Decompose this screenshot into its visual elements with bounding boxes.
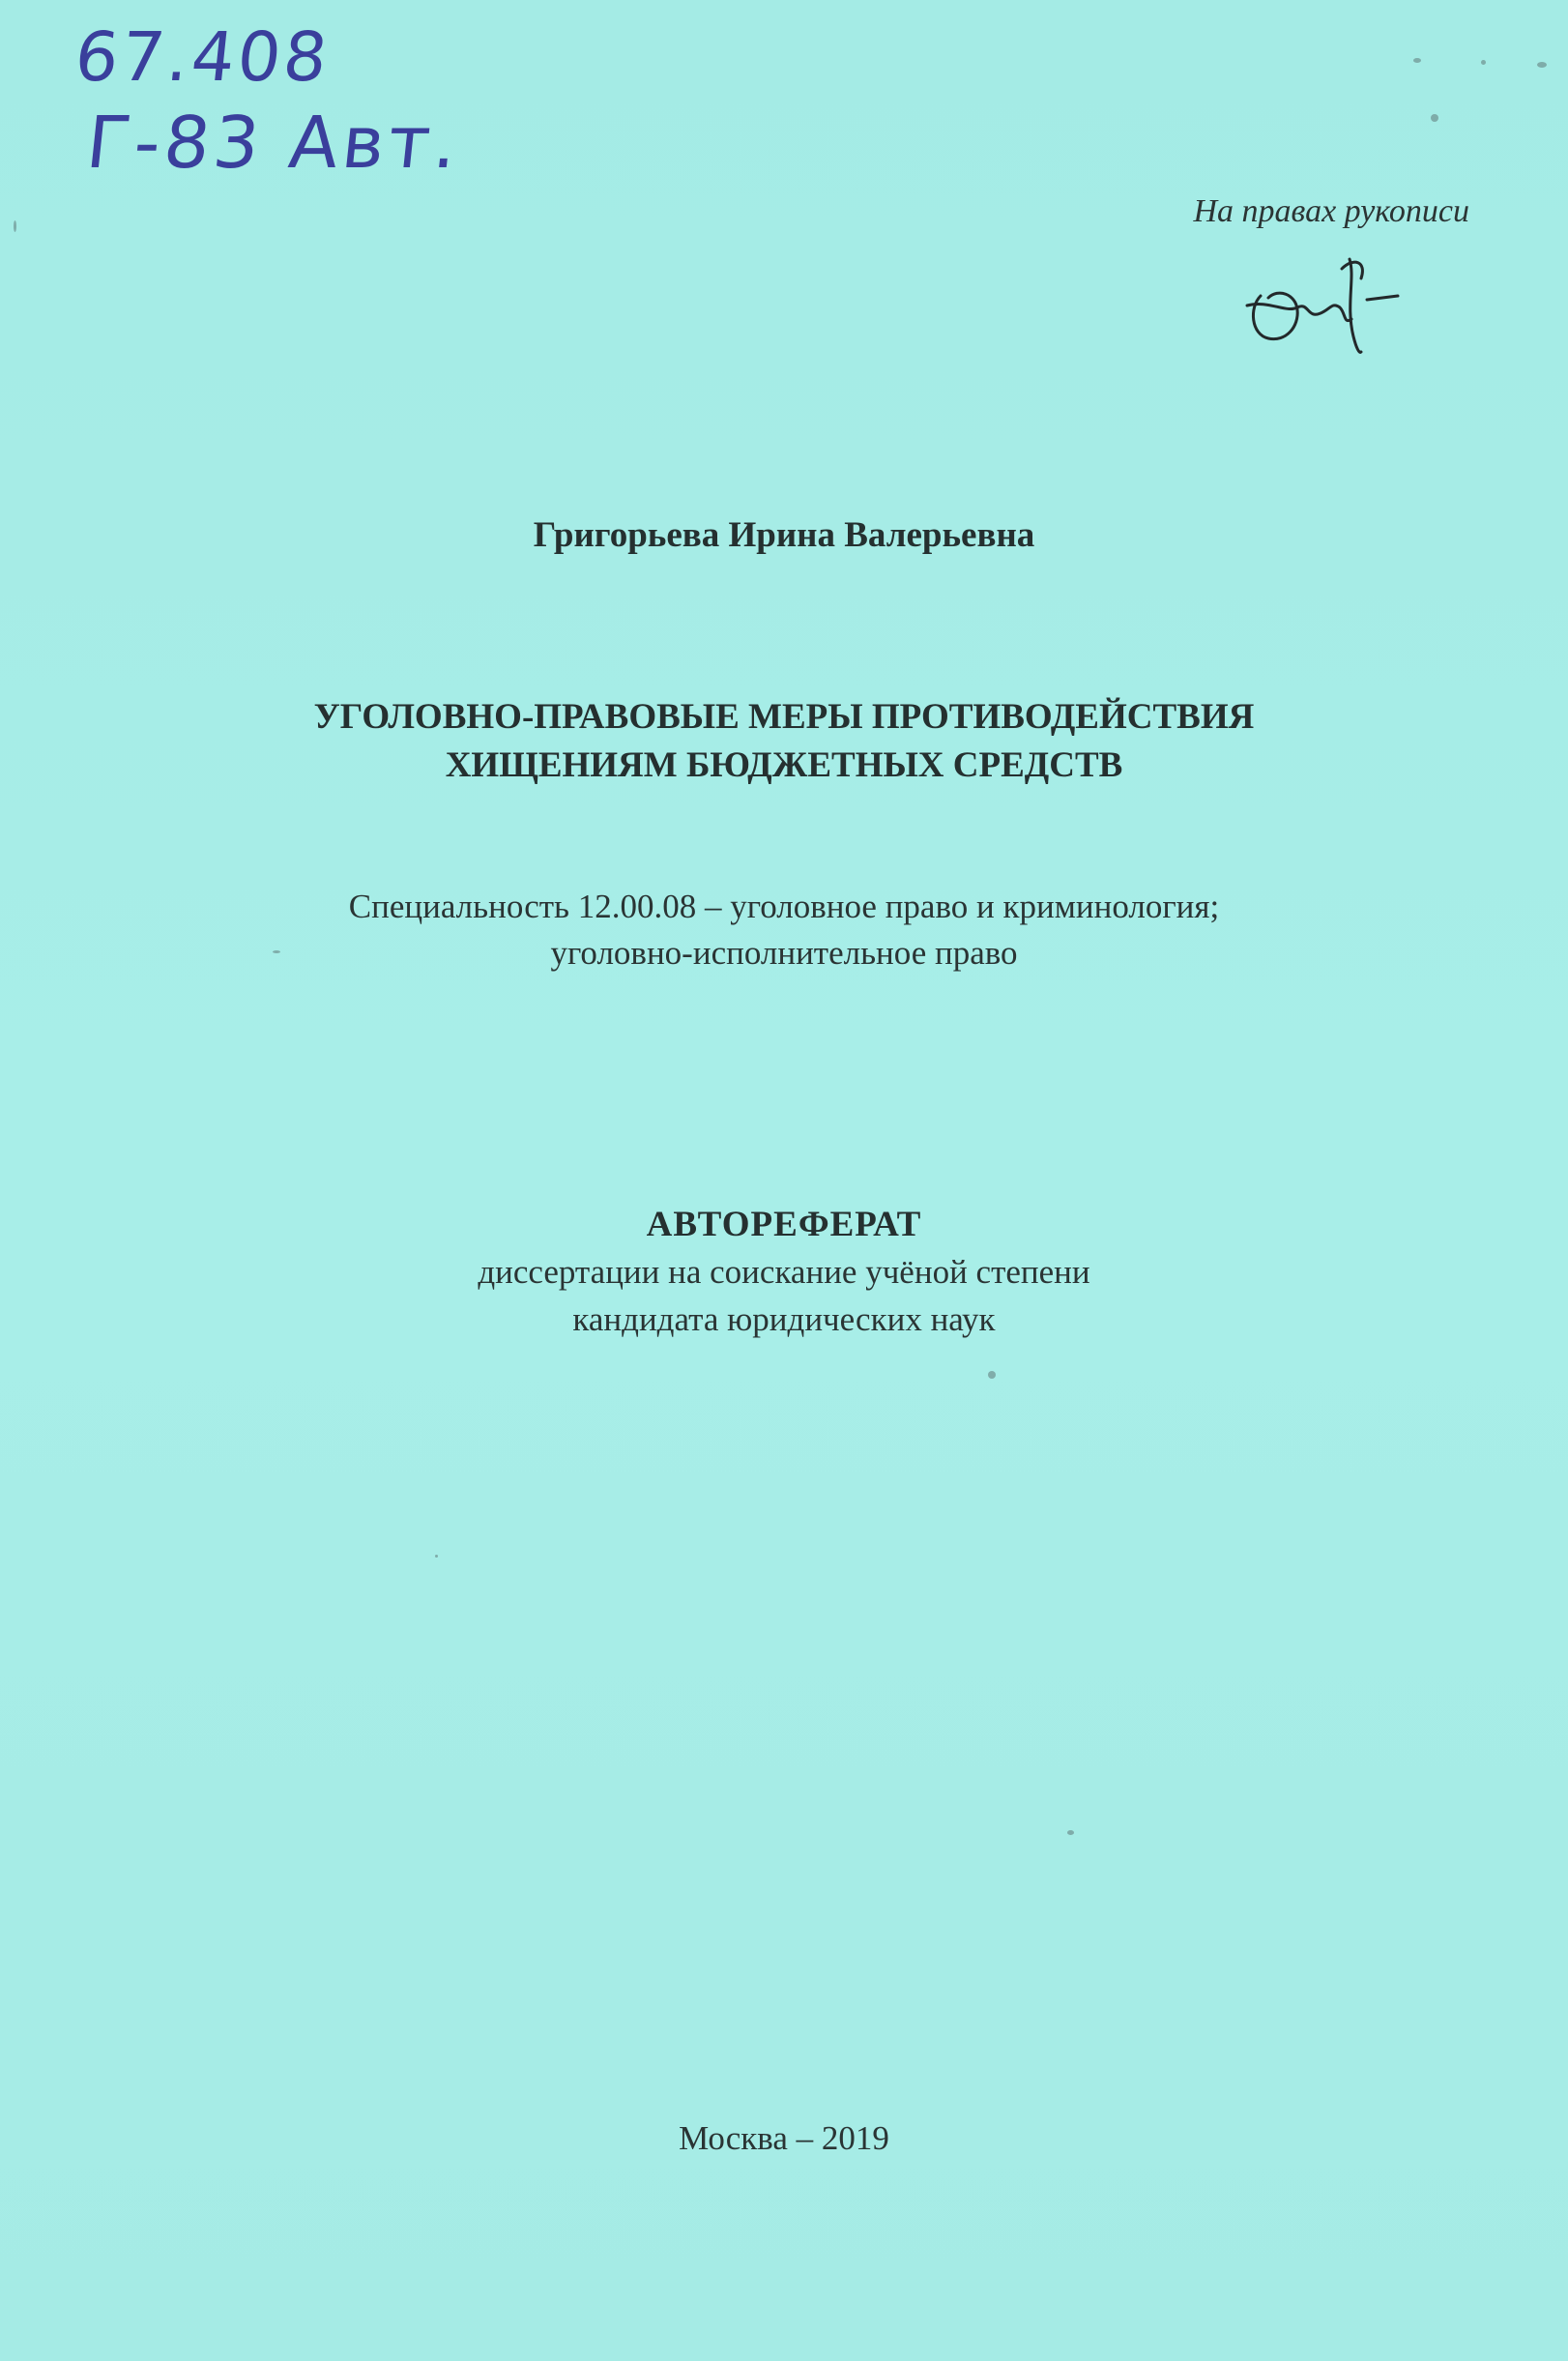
scan-speck xyxy=(1413,58,1421,63)
signature-icon xyxy=(1239,249,1404,356)
document-type-heading: АВТОРЕФЕРАТ xyxy=(646,1205,922,1244)
scan-speck xyxy=(14,220,16,232)
scan-speck xyxy=(1431,114,1438,122)
rights-note: На правах рукописи xyxy=(1193,193,1469,229)
scan-speck xyxy=(1067,1830,1074,1835)
degree-line-1: диссертации на соискание учёной степени xyxy=(478,1253,1090,1291)
scan-speck xyxy=(435,1555,438,1558)
dissertation-title-line-1: УГОЛОВНО-ПРАВОВЫЕ МЕРЫ ПРОТИВОДЕЙСТВИЯ xyxy=(313,697,1255,737)
scan-speck xyxy=(1537,62,1547,68)
scan-speck xyxy=(988,1371,996,1379)
handwritten-shelf-code: 67.408 xyxy=(71,17,334,97)
handwritten-call-number: Г-83 Авт. xyxy=(82,102,465,185)
place-and-year: Москва – 2019 xyxy=(679,2119,889,2157)
scan-speck xyxy=(1481,60,1486,65)
degree-line-2: кандидата юридических наук xyxy=(572,1300,996,1338)
specialty-line-2: уголовно-исполнительное право xyxy=(550,934,1018,972)
dissertation-title-line-2: ХИЩЕНИЯМ БЮДЖЕТНЫХ СРЕДСТВ xyxy=(445,745,1123,785)
scan-speck xyxy=(273,950,280,953)
specialty-line-1: Специальность 12.00.08 – уголовное право и криминология; xyxy=(348,888,1220,925)
author-name: Григорьева Ирина Валерьевна xyxy=(533,515,1035,555)
